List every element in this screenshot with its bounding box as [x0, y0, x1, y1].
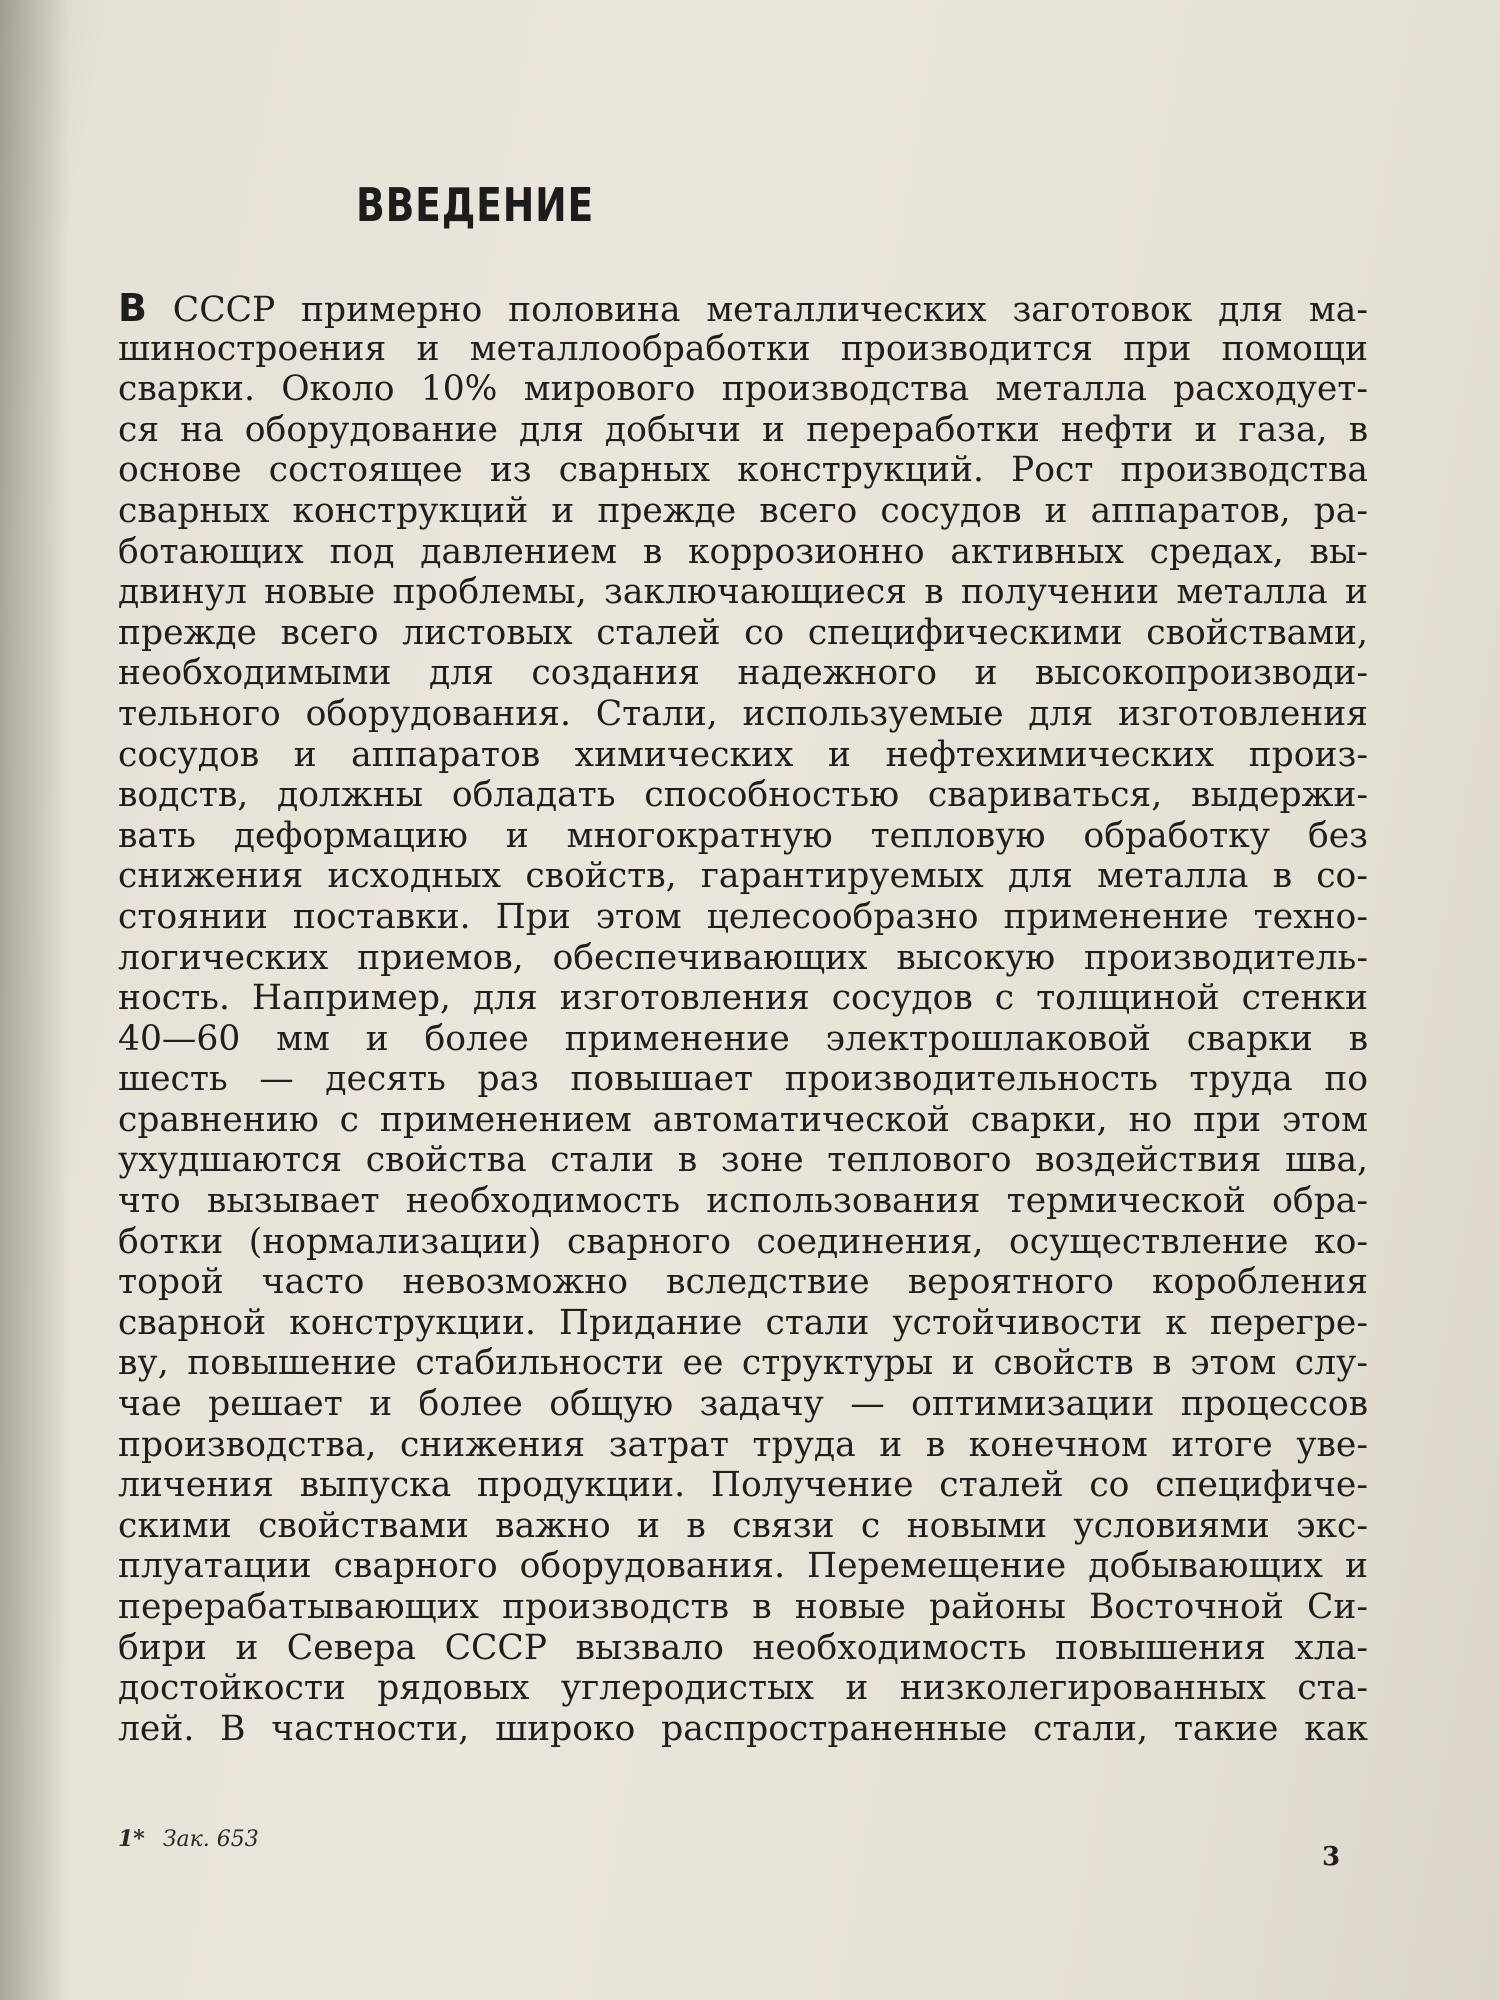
text-line: 40—60 мм и более применение электрошлаковой сварки в	[118, 1018, 1368, 1059]
text-line: вать деформацию и многократную тепловую обработку без	[118, 815, 1368, 856]
text-line: двинул новые проблемы, заключающиеся в получении металла и	[118, 572, 1368, 613]
text-line: производства, снижения затрат труда и в конечном итоге уве-	[118, 1424, 1368, 1465]
text-line: снижения исходных свойств, гарантируемых для металла в со-	[118, 856, 1368, 897]
text-line: шесть — десять раз повышает производительность труда по	[118, 1059, 1368, 1100]
signature-mark: 1*	[118, 1826, 145, 1852]
text-line	[118, 288, 1368, 329]
text-line: скими свойствами важно и в связи с новыми условиями экс-	[118, 1505, 1368, 1546]
text-line: плуатации сварного оборудования. Перемещение добывающих и	[118, 1546, 1368, 1587]
text-line: необходимыми для создания надежного и высокопроизводи-	[118, 653, 1368, 694]
text-line: сравнению с применением автоматической сварки, но при этом	[118, 1099, 1368, 1140]
text-line: что вызывает необходимость использования термической обра-	[118, 1181, 1368, 1222]
text-line: ву, повышение стабильности ее структуры и свойств в этом слу-	[118, 1343, 1368, 1384]
text-line: шиностроения и металлообработки производится при помощи	[118, 328, 1368, 369]
chapter-title: ВВЕДЕНИЕ	[356, 178, 595, 232]
text-line: тельного оборудования. Стали, используемые для изготовления	[118, 693, 1368, 734]
page-number: 3	[1322, 1842, 1341, 1872]
text-line: логических приемов, обеспечивающих высокую производитель-	[118, 937, 1368, 978]
text-line: ся на оборудование для добычи и переработки нефти и газа, в	[118, 409, 1368, 450]
text-line: сварных конструкций и прежде всего сосудов и аппаратов, ра-	[118, 490, 1368, 531]
page-gutter-shadow	[0, 0, 70, 2000]
text-line: прежде всего листовых сталей со специфическими свойствами,	[118, 612, 1368, 653]
text-line: личения выпуска продукции. Получение сталей со специфиче-	[118, 1465, 1368, 1506]
text-line: торой часто невозможно вследствие вероятного коробления	[118, 1262, 1368, 1303]
text-line: лей. В частности, широко распространенные стали, такие как	[118, 1708, 1368, 1749]
body-text	[118, 288, 1368, 1749]
text-line: основе состоящее из сварных конструкций. Рост производства	[118, 450, 1368, 491]
text-line: ботающих под давлением в коррозионно активных средах, вы-	[118, 531, 1368, 572]
text-line-content: СССР примерно половина металлических заготовок для ма-	[146, 290, 1368, 329]
text-line: ность. Например, для изготовления сосудов с толщиной стенки	[118, 978, 1368, 1019]
text-line: стоянии поставки. При этом целесообразно применение техно-	[118, 896, 1368, 937]
printer-signature	[118, 1826, 259, 1852]
dropcap-letter: В	[118, 288, 147, 329]
text-line: ботки (нормализации) сварного соединения, осуществление ко-	[118, 1221, 1368, 1262]
text-line: сосудов и аппаратов химических и нефтехимических произ-	[118, 734, 1368, 775]
text-line: перерабатывающих производств в новые районы Восточной Си-	[118, 1587, 1368, 1627]
text-line: бири и Севера СССР вызвало необходимость повышения хла-	[118, 1627, 1368, 1668]
text-line: чае решает и более общую задачу — оптимизации процессов	[118, 1384, 1368, 1425]
text-line: сварной конструкции. Придание стали устойчивости к перегре-	[118, 1302, 1368, 1343]
text-line: сварки. Около 10% мирового производства металла расходует-	[118, 369, 1368, 410]
text-line: ухудшаются свойства стали в зоне теплового воздействия шва,	[118, 1140, 1368, 1181]
text-line: достойкости рядовых углеродистых и низколегированных ста-	[118, 1668, 1368, 1709]
order-number: Зак. 653	[162, 1827, 259, 1852]
text-line: водств, должны обладать способностью свариваться, выдержи-	[118, 775, 1368, 816]
